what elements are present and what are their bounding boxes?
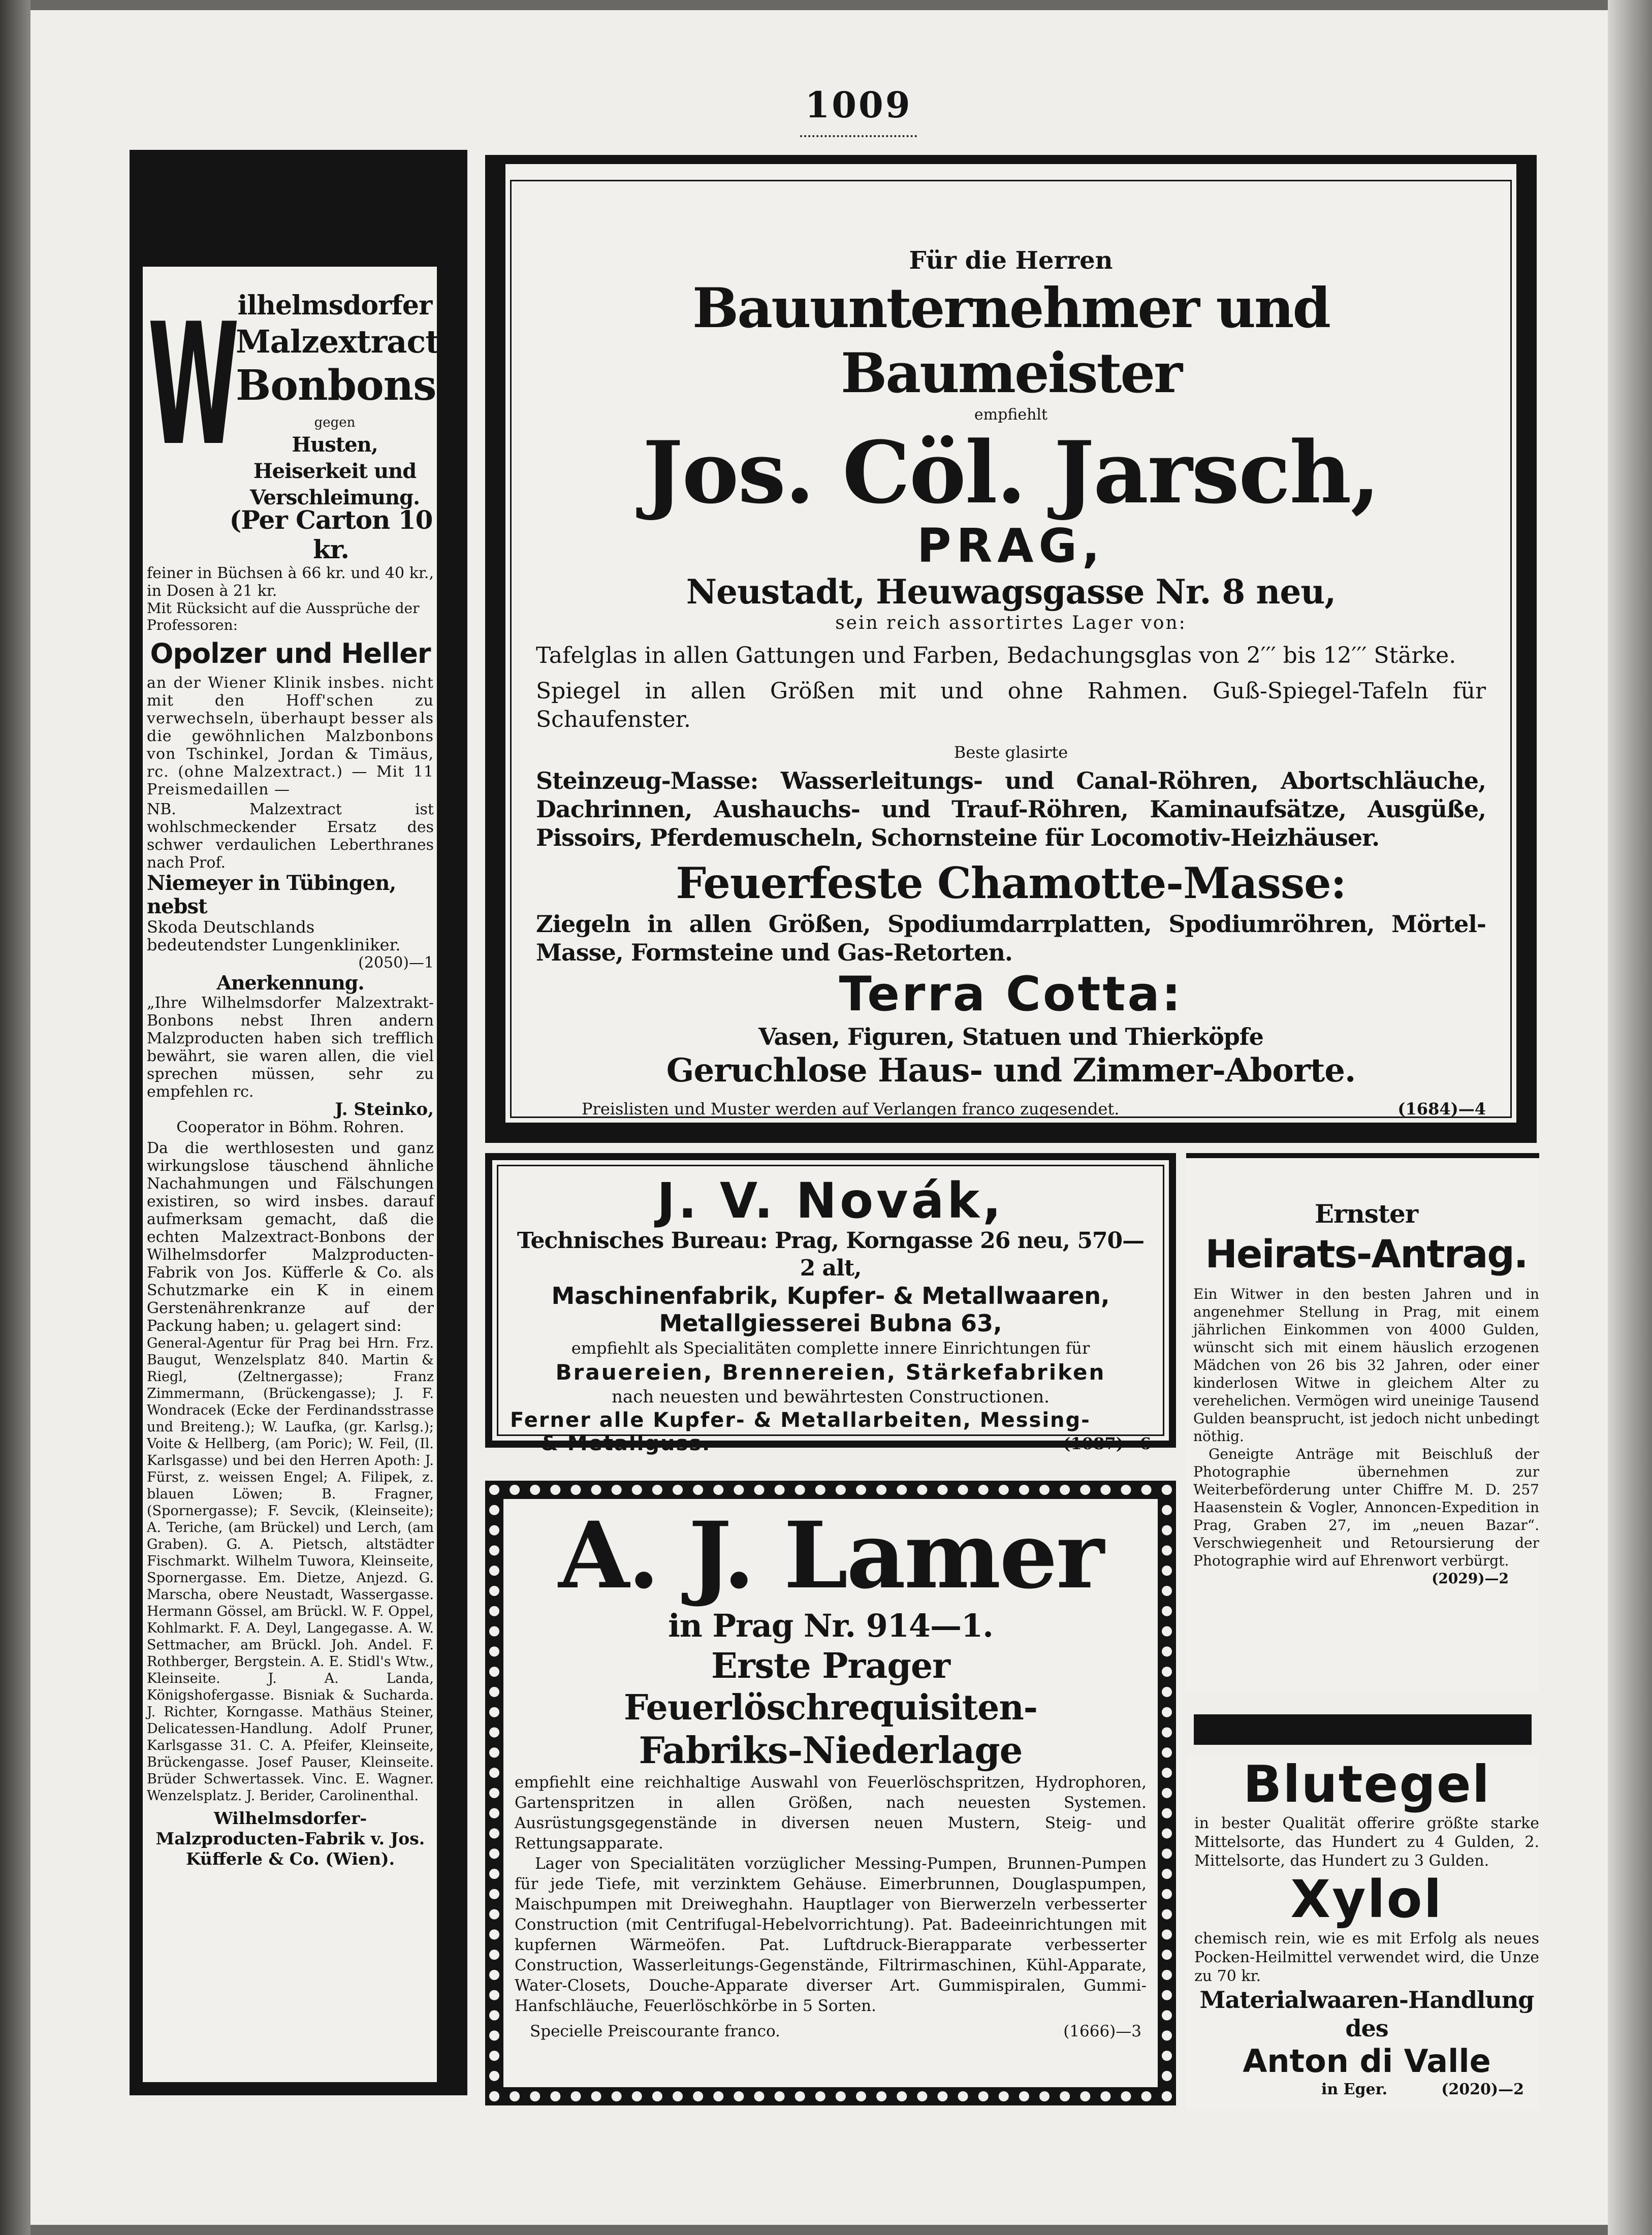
lamer-name: A. J. Lamer: [558, 1502, 1103, 1609]
lamer-title-2: Fabriks-Niederlage: [639, 1729, 1023, 1772]
novak-ad: [485, 1153, 1176, 1455]
valle-blutegel-text: in bester Qualität offerire größte starke Mittelsorte, das Hundert zu 4 Gulden, 2. Mittelsorte, das Hundert zu 3 Gulden.: [1194, 1814, 1539, 1870]
lamer-city: in Prag Nr. 914—1.: [668, 1607, 993, 1644]
jarsch-headline: Bauunternehmer und Baumeister: [692, 276, 1330, 405]
malz-title-1: ilhelmsdorfer: [237, 290, 432, 321]
malz-ad: [130, 150, 467, 2095]
malz-skoda: Skoda Deutschlands bedeutendster Lungenkliniker.: [147, 917, 401, 954]
separator-bar: [1194, 1714, 1532, 1745]
jarsch-aborte: Geruchlose Haus- und Zimmer-Aborte.: [666, 1051, 1356, 1090]
jarsch-city: PRAG,: [917, 519, 1105, 573]
malz-signer-title: Cooperator in Böhm. Rohren.: [176, 1119, 404, 1136]
novak-construct: nach neuesten und bewährtesten Constructionen.: [612, 1387, 1050, 1407]
jarsch-terra: Terra Cotta:: [839, 967, 1183, 1022]
valle-ref: (2020)—2: [1441, 2081, 1524, 2098]
novak-bureau: Technisches Bureau: Prag, Korngasse 26 neu, 570—2 alt,: [517, 1228, 1145, 1281]
lamer-p1: empfiehlt eine reichhaltige Auswahl von Feuerlöschspritzen, Hydrophoren, Gartenspritzen in allen Größen, nach neuesten Systemen. Ausrüstungsgegenstände in diversen neuen Mustern, Steig- und Rettungsapparate.: [515, 1773, 1147, 1853]
valle-name: Anton di Valle: [1243, 2042, 1491, 2080]
left-page-edge: [0, 0, 30, 2235]
heirat-body2: Geneigte Anträge mit Beischluß der Photographie übernehmen zur Weiterbeförderung unter Chiffre M. D. 257 Haasenstein & Vogler, Annoncen-Expedition in Prag, Graben 27, im „neuen Bazar“. Verschwiegenheit und Retoursierung der Photographie wird auf Ehrenwort verbürgt.: [1193, 1446, 1539, 1569]
valle-city: in Eger.: [1321, 2081, 1388, 2098]
malz-professors: Opolzer und Heller: [150, 637, 431, 669]
lamer-title-1: Erste Prager Feuerlöschrequisiten-: [623, 1646, 1038, 1728]
malz-dealers: General-Agentur für Prag bei Hrn. Frz. Baugut, Wenzelsplatz 840. Martin & Riegl, (Zeltnergasse); Franz Zimmermann, (Brückengasse); J. F. Wondracek (Ecke der Ferdinandsstrasse und Breiteng.); W. Laufka, (gr. Karlsg.); Voite & Hellberg, (am Poric); W. Feil, (Il. Karlsgasse) und bei den Herren Apoth: J. Fürst, z. weissen Engel; A. Filipek, z. blauen Löwen; B. Fragner, (Spornergasse); F. Sevcik, (Kleinseite); A. Teriche, (am Brückel) und Lerch, (am Graben). G. A. Pietsch, altstädter Fischmarkt. Wilhelm Tuwora, Kleinseite, Spornergasse. Em. Dietze, Anjezd. G. Marscha, obere Neustadt, Wassergasse. Hermann Gössel, am Brückl. W. F. Oppel, Kohlmarkt. F. A. Deyl, Langegasse. A. W. Settmacher, am Brückl. Joh. Andel. F. Rothberger, Bergstein. A. E. Stidl's Wtw., Kleinseite. J. A. Landa, Königshofergasse. Bisniak & Sucharda. J. Richter, Korngasse. Mathäus Steiner, Delicatessen-Handlung. Adolf Pruner, Karlsgasse 31. C. A. Pfeifer, Kleinseite, Brückengasse. Josef Pauser, Kleinseite. Brüder Schwertassek. Vinc. E. Wagner. Wenzelsplatz. J. Berider, Carolinenthal.: [147, 1335, 434, 1804]
malz-initial: W: [148, 288, 240, 483]
novak-guss: & Metallguss.: [541, 1432, 711, 1455]
malz-ref: (2050)—1: [358, 954, 434, 972]
jarsch-beste: Beste glasirte: [954, 743, 1068, 762]
jarsch-stoneware: Steinzeug-Masse: Wasserleitungs- und Canal-Röhren, Abortschläuche, Dachrinnen, Aushauchs- und Trauf-Röhren, Kaminaufsätze, Ausgüße, Pissoirs, Pferdemuscheln, Schornsteine für Locomotiv-Heizhäuser.: [536, 767, 1486, 851]
malz-gegen: gegen: [314, 415, 356, 430]
novak-foundry: Metallgiesserei Bubna 63,: [659, 1310, 1002, 1337]
malz-price: (Per Carton 10 kr.: [229, 505, 433, 564]
lamer-p2: Lager von Specialitäten vorzüglicher Messing-Pumpen, Brunnen-Pumpen für jede Tiefe, mit verzinktem Gehäuse. Eimerbrunnen, Douglaspumpen, Maischpumpen mit Dreiweghahn. Hauptlager von Bierwerzeln verbesserter Construction (mit Centrifugal-Hebelvorrichtung). Pat. Badeeinrichtungen mit kupfernen Wärmeöfen. Pat. Luftdruck-Bierapparate verbesserter Construction, Wasserleitungs-Gegenstände, Filtrirmaschinen, Kühl-Apparate, Water-Closets, Douche-Apparate diverser Art. Gummispiralen, Gummi-Hanfschläuche, Feuerlöschkörbe in 5 Sorten.: [515, 1855, 1147, 2015]
heirat-ad: [1186, 1153, 1539, 1691]
malz-price-detail: feiner in Büchsen à 66 kr. und 40 kr., in Dosen à 21 kr.: [147, 564, 434, 600]
valle-xylol: Xylol: [1290, 1869, 1443, 1930]
malz-anerkennung: Anerkennung.: [216, 971, 364, 994]
malz-niemeyer: Niemeyer in Tübingen, nebst: [147, 871, 396, 918]
heirat-body: Ein Witwer in den besten Jahren und in angenehmer Stellung in Prag, mit einem jährlichen Einkommen von 4000 Gulden, wünscht sich mit einem häuslich erzogenen Mädchen von 26 bis 32 Jahren, oder einer kinderlosen Witwe in gleichem Alter zu verehelichen. Vermögen wird uneinige Tausend Gulden beansprucht, ist jedoch nicht unbedingt nöthig.: [1193, 1286, 1539, 1445]
malz-rueck: Mit Rücksicht auf die Aussprüche der Professoren:: [147, 600, 420, 633]
valle-blutegel: Blutegel: [1243, 1754, 1490, 1814]
page-number-rule: [800, 132, 917, 137]
novak-offer: empfiehlt als Specialitäten complette innere Einrichtungen für: [571, 1338, 1090, 1358]
jarsch-name: Jos. Cöl. Jarsch,: [642, 422, 1380, 523]
jarsch-intro: Für die Herren: [909, 246, 1113, 275]
malz-warning: Da die werthlosesten und ganz wirkungslose täuschend ähnliche Nachahmungen und Fälschungen existiren, so wird insbes. darauf aufmerksam gemacht, daß die echten Malzextract-Bonbons der Wilhelmsdorfer Malzproducten-Fabrik von Jos. Küfferle & Co. als Schutzmarke ein K in einem Gerstenährenkranze auf der Packung haben; u. gelagert sind:: [147, 1139, 434, 1335]
jarsch-glass: Tafelglas in allen Gattungen und Farben, Bedachungsglas von 2′′′ bis 12′′′ Stärke.: [536, 643, 1456, 668]
lamer-ref: (1666)—3: [1063, 2022, 1141, 2040]
jarsch-address: Neustadt, Heuwagsgasse Nr. 8 neu,: [686, 572, 1336, 612]
valle-xylol-text: chemisch rein, wie es mit Erfolg als neues Pocken-Heilmittel verwendet wird, die Unze zu 70 kr.: [1194, 1930, 1539, 1985]
malz-testimonial: „Ihre Wilhelmsdorfer Malzextrakt-Bonbons nebst Ihren andern Malzproducten haben sich trefflich bewährt, sie waren allen, die viel sprechen müssen, sehr zu empfehlen rc.: [147, 994, 434, 1101]
valle-handlung: Materialwaaren-Handlung des: [1199, 1986, 1534, 2042]
jarsch-lager: sein reich assortirtes Lager von:: [835, 613, 1187, 633]
malz-title-2: Malzextract-: [236, 323, 452, 360]
heirat-ref: (2029)—2: [1432, 1570, 1509, 1587]
malz-against: Husten, Heiserkeit und Verschleimung.: [249, 433, 420, 509]
heirat-title: Heirats-Antrag.: [1205, 1231, 1528, 1276]
novak-ferner: Ferner alle Kupfer- & Metallarbeiten, Messing-: [510, 1409, 1091, 1432]
page-number: 1009: [805, 84, 912, 126]
heirat-ernster: Ernster: [1314, 1199, 1418, 1229]
malz-footer: Wilhelmsdorfer-Malzproducten-Fabrik v. Jos. Küfferle & Co. (Wien).: [155, 1808, 425, 1869]
jarsch-chamotte-items: Ziegeln in allen Größen, Spodiumdarrplatten, Spodiumröhren, Mörtel-Masse, Formsteine und Gas-Retorten.: [536, 910, 1486, 966]
malz-body1: an der Wiener Klinik insbes. nicht mit den Hoff'schen zu verwechseln, überhaupt besser als die gewöhnlichen Malzbonbons von Tschinkel, Jordan & Timäus, rc. (ohne Malzextract.) — Mit 11 Preismedaillen —: [147, 674, 434, 799]
jarsch-ad: [485, 155, 1537, 1143]
malz-nb: NB. Malzextract ist wohlschmeckender Ersatz des schwer verdaulichen Leberthranes nach Prof.: [147, 801, 434, 872]
jarsch-terra-items: Vasen, Figuren, Statuen und Thierköpfe: [758, 1023, 1263, 1050]
right-page-edge: [1608, 0, 1652, 2235]
jarsch-mirror: Spiegel in allen Größen mit und ohne Rahmen. Guß-Spiegel-Tafeln für Schaufenster.: [536, 678, 1486, 732]
novak-factory: Maschinenfabrik, Kupfer- & Metallwaaren,: [551, 1282, 1110, 1310]
valle-ad: [1186, 1755, 1539, 2111]
malz-signer: J. Steinko,: [335, 1099, 434, 1120]
jarsch-empfiehlt: empfiehlt: [974, 406, 1048, 424]
novak-name: J. V. Novák,: [657, 1172, 1004, 1229]
malz-title-3: Bonbons: [236, 361, 436, 410]
lamer-ad: [485, 1481, 1176, 2105]
novak-ref: (1087)—6: [1063, 1434, 1151, 1453]
lamer-preis: Specielle Preiscourante franco.: [530, 2022, 780, 2040]
jarsch-chamotte: Feuerfeste Chamotte-Masse:: [676, 858, 1346, 908]
novak-industries: Brauereien, Brennereien, Stärkefabriken: [555, 1360, 1106, 1385]
jarsch-preislisten: Preislisten und Muster werden auf Verlangen franco zugesendet.: [582, 1099, 1120, 1119]
jarsch-ref: (1684)—4: [1397, 1099, 1486, 1119]
